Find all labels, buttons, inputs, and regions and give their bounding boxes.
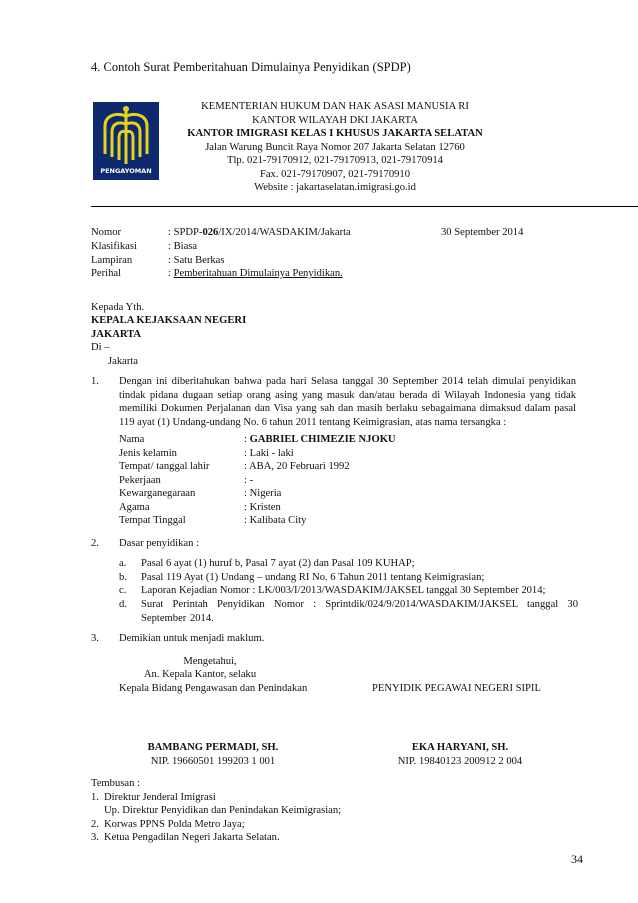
identity-value [244, 501, 281, 515]
identity-value [244, 433, 396, 447]
klasifikasi-value: : Biasa [168, 241, 198, 252]
identity-label: Tempat/ tanggal lahir [119, 461, 210, 472]
identity-text: Kalibata City [249, 515, 307, 526]
page-number: 34 [571, 852, 583, 866]
kop-address: Jalan Warung Buncit Raya Nomor 207 Jakarta Selatan 12760 [205, 141, 465, 153]
identity-text: ABA, 20 Februari 1992 [249, 461, 350, 472]
point1-number: 1. [91, 376, 99, 387]
right-signer-nip: NIP. 19840123 200912 2 004 [397, 756, 523, 767]
point2-text: Dasar penyidikan : [119, 538, 200, 549]
identity-label: Nama [119, 434, 145, 445]
pengayoman-logo [93, 102, 159, 180]
lampiran-label: Lampiran [91, 255, 133, 266]
identity-text: Laki - laki [249, 448, 294, 459]
point1-text: Dengan ini diberitahukan bahwa pada hari Selasa tanggal 30 September 2014 telah dimulai penyidikan tindak pidana dugaan setiap orang asing yang masuk dan/atau berada di Wilayah Indonesia yang tidak memiliki Dokumen Perjalanan dan Visa yang sah dan masih berlaku sebagaimana dimaksud dalam pasal 119 ayat (1) Undang-undang No. 6 tahun 2011 tentang Keimigrasian, atas nama tersangka : [119, 376, 576, 428]
basis-item-text: Surat Perintah Penyidikan Nomor : Sprintdik/024/9/2014/WASDAKIM/JAKSEL tanggal 30 September 2014. [141, 599, 578, 624]
tembusan-item-text: Korwas PPNS Polda Metro Jaya; [104, 819, 245, 830]
kop-ministry: KEMENTERIAN HUKUM DAN HAK ASASI MANUSIA RI [201, 101, 469, 112]
an-kepala-kantor: An. Kepala Kantor, selaku [143, 669, 257, 680]
nomor-label: Nomor [91, 227, 122, 238]
tembusan-item-text: Ketua Pengadilan Negeri Jakarta Selatan. [104, 832, 280, 843]
identity-text: - [249, 475, 254, 486]
mengetahui: Mengetahui, [183, 656, 237, 667]
recipient-di: Di – [91, 342, 110, 353]
identity-colon: : [244, 448, 250, 459]
identity-label: Agama [119, 502, 150, 513]
letterhead-divider [91, 206, 638, 207]
left-signer-title: Kepala Bidang Pengawasan dan Penindakan [119, 683, 308, 694]
point3-text: Demikian untuk menjadi maklum. [119, 633, 265, 644]
identity-label: Kewarganegaraan [119, 488, 196, 499]
identity-text: GABRIEL CHIMEZIE NJOKU [249, 434, 396, 445]
nomor-prefix: : SPDP- [168, 227, 203, 238]
point3-number: 3. [91, 633, 99, 644]
left-signer-name: BAMBANG PERMADI, SH. [147, 742, 279, 753]
perihal-label: Perihal [91, 268, 122, 279]
tembusan-label: Tembusan : [91, 778, 140, 789]
identity-colon: : [244, 434, 250, 445]
right-signer-title: PENYIDIK PEGAWAI NEGERI SIPIL [372, 683, 541, 694]
right-signer-name: EKA HARYANI, SH. [411, 742, 509, 753]
recipient-line2: JAKARTA [91, 329, 142, 340]
kop-fax: Fax. 021-79170907, 021-79170910 [259, 168, 411, 180]
identity-text: Kristen [249, 502, 281, 513]
point2-number: 2. [91, 538, 99, 549]
kop-phone: Tlp. 021-79170912, 021-79170913, 021-79170914 [227, 155, 443, 166]
nomor-value [168, 226, 351, 240]
identity-colon: : [244, 515, 250, 526]
tembusan-item-number: 2. [91, 819, 99, 830]
letterhead [170, 100, 500, 195]
basis-item-letter: c. [119, 585, 127, 596]
perihal-text: Pemberitahuan Dimulainya Penyidikan. [173, 268, 343, 279]
identity-colon: : [244, 461, 250, 472]
identity-value [244, 514, 306, 528]
basis-item-text: Pasal 119 Ayat (1) Undang – undang RI No. 6 Tahun 2011 tentang Keimigrasian; [141, 572, 485, 583]
logo-caption: PENGAYOMAN [100, 167, 152, 175]
basis-item-text: Pasal 6 ayat (1) huruf b, Pasal 7 ayat (2) dan Pasal 109 KUHAP; [141, 558, 415, 569]
identity-value [244, 460, 350, 474]
identity-text: Nigeria [249, 488, 282, 499]
kop-regional-office: KANTOR WILAYAH DKI JAKARTA [252, 114, 418, 126]
perihal-colon: : [168, 268, 174, 279]
identity-value [244, 447, 294, 461]
kop-office-name: KANTOR IMIGRASI KELAS I KHUSUS JAKARTA SELATAN [187, 128, 483, 139]
identity-value [244, 487, 281, 501]
identity-label: Jenis kelamin [119, 448, 177, 459]
identity-value [244, 474, 253, 488]
section-heading: 4. Contoh Surat Pemberitahuan Dimulainya Penyidikan (SPDP) [91, 60, 411, 74]
basis-item-text: Laporan Kejadian Nomor : LK/003/I/2013/WASDAKIM/JAKSEL tanggal 30 September 2014; [141, 585, 546, 596]
identity-colon: : [244, 488, 250, 499]
tembusan-item-text: Direktur Jenderal Imigrasi [104, 792, 216, 803]
kop-website: Website : jakartaselatan.imigrasi.go.id [254, 182, 416, 193]
identity-colon: : [244, 475, 250, 486]
lampiran-value: : Satu Berkas [168, 255, 225, 266]
nomor-rest: /IX/2014/WASDAKIM/Jakarta [218, 227, 351, 238]
perihal-value [168, 267, 343, 281]
tembusan-item-text: Up. Direktur Penyidikan dan Penindakan Keimigrasian; [104, 805, 342, 816]
tembusan-item-number: 1. [91, 792, 99, 803]
basis-item-letter: d. [119, 599, 127, 610]
identity-colon: : [244, 502, 250, 513]
identity-label: Tempat Tinggal [119, 515, 186, 526]
left-signer-nip: NIP. 19660501 199203 1 001 [150, 756, 276, 767]
basis-item-letter: b. [119, 572, 127, 583]
recipient-line1: KEPALA KEJAKSAAN NEGERI [91, 315, 247, 326]
basis-item-letter: a. [119, 558, 127, 569]
recipient-greeting: Kepada Yth. [91, 302, 145, 313]
letter-date: 30 September 2014 [441, 227, 524, 238]
identity-label: Pekerjaan [119, 475, 161, 486]
tembusan-item-number: 3. [91, 832, 99, 843]
nomor-bold: 026 [202, 227, 219, 238]
recipient-place: Jakarta [108, 356, 138, 367]
klasifikasi-label: Klasifikasi [91, 241, 137, 252]
